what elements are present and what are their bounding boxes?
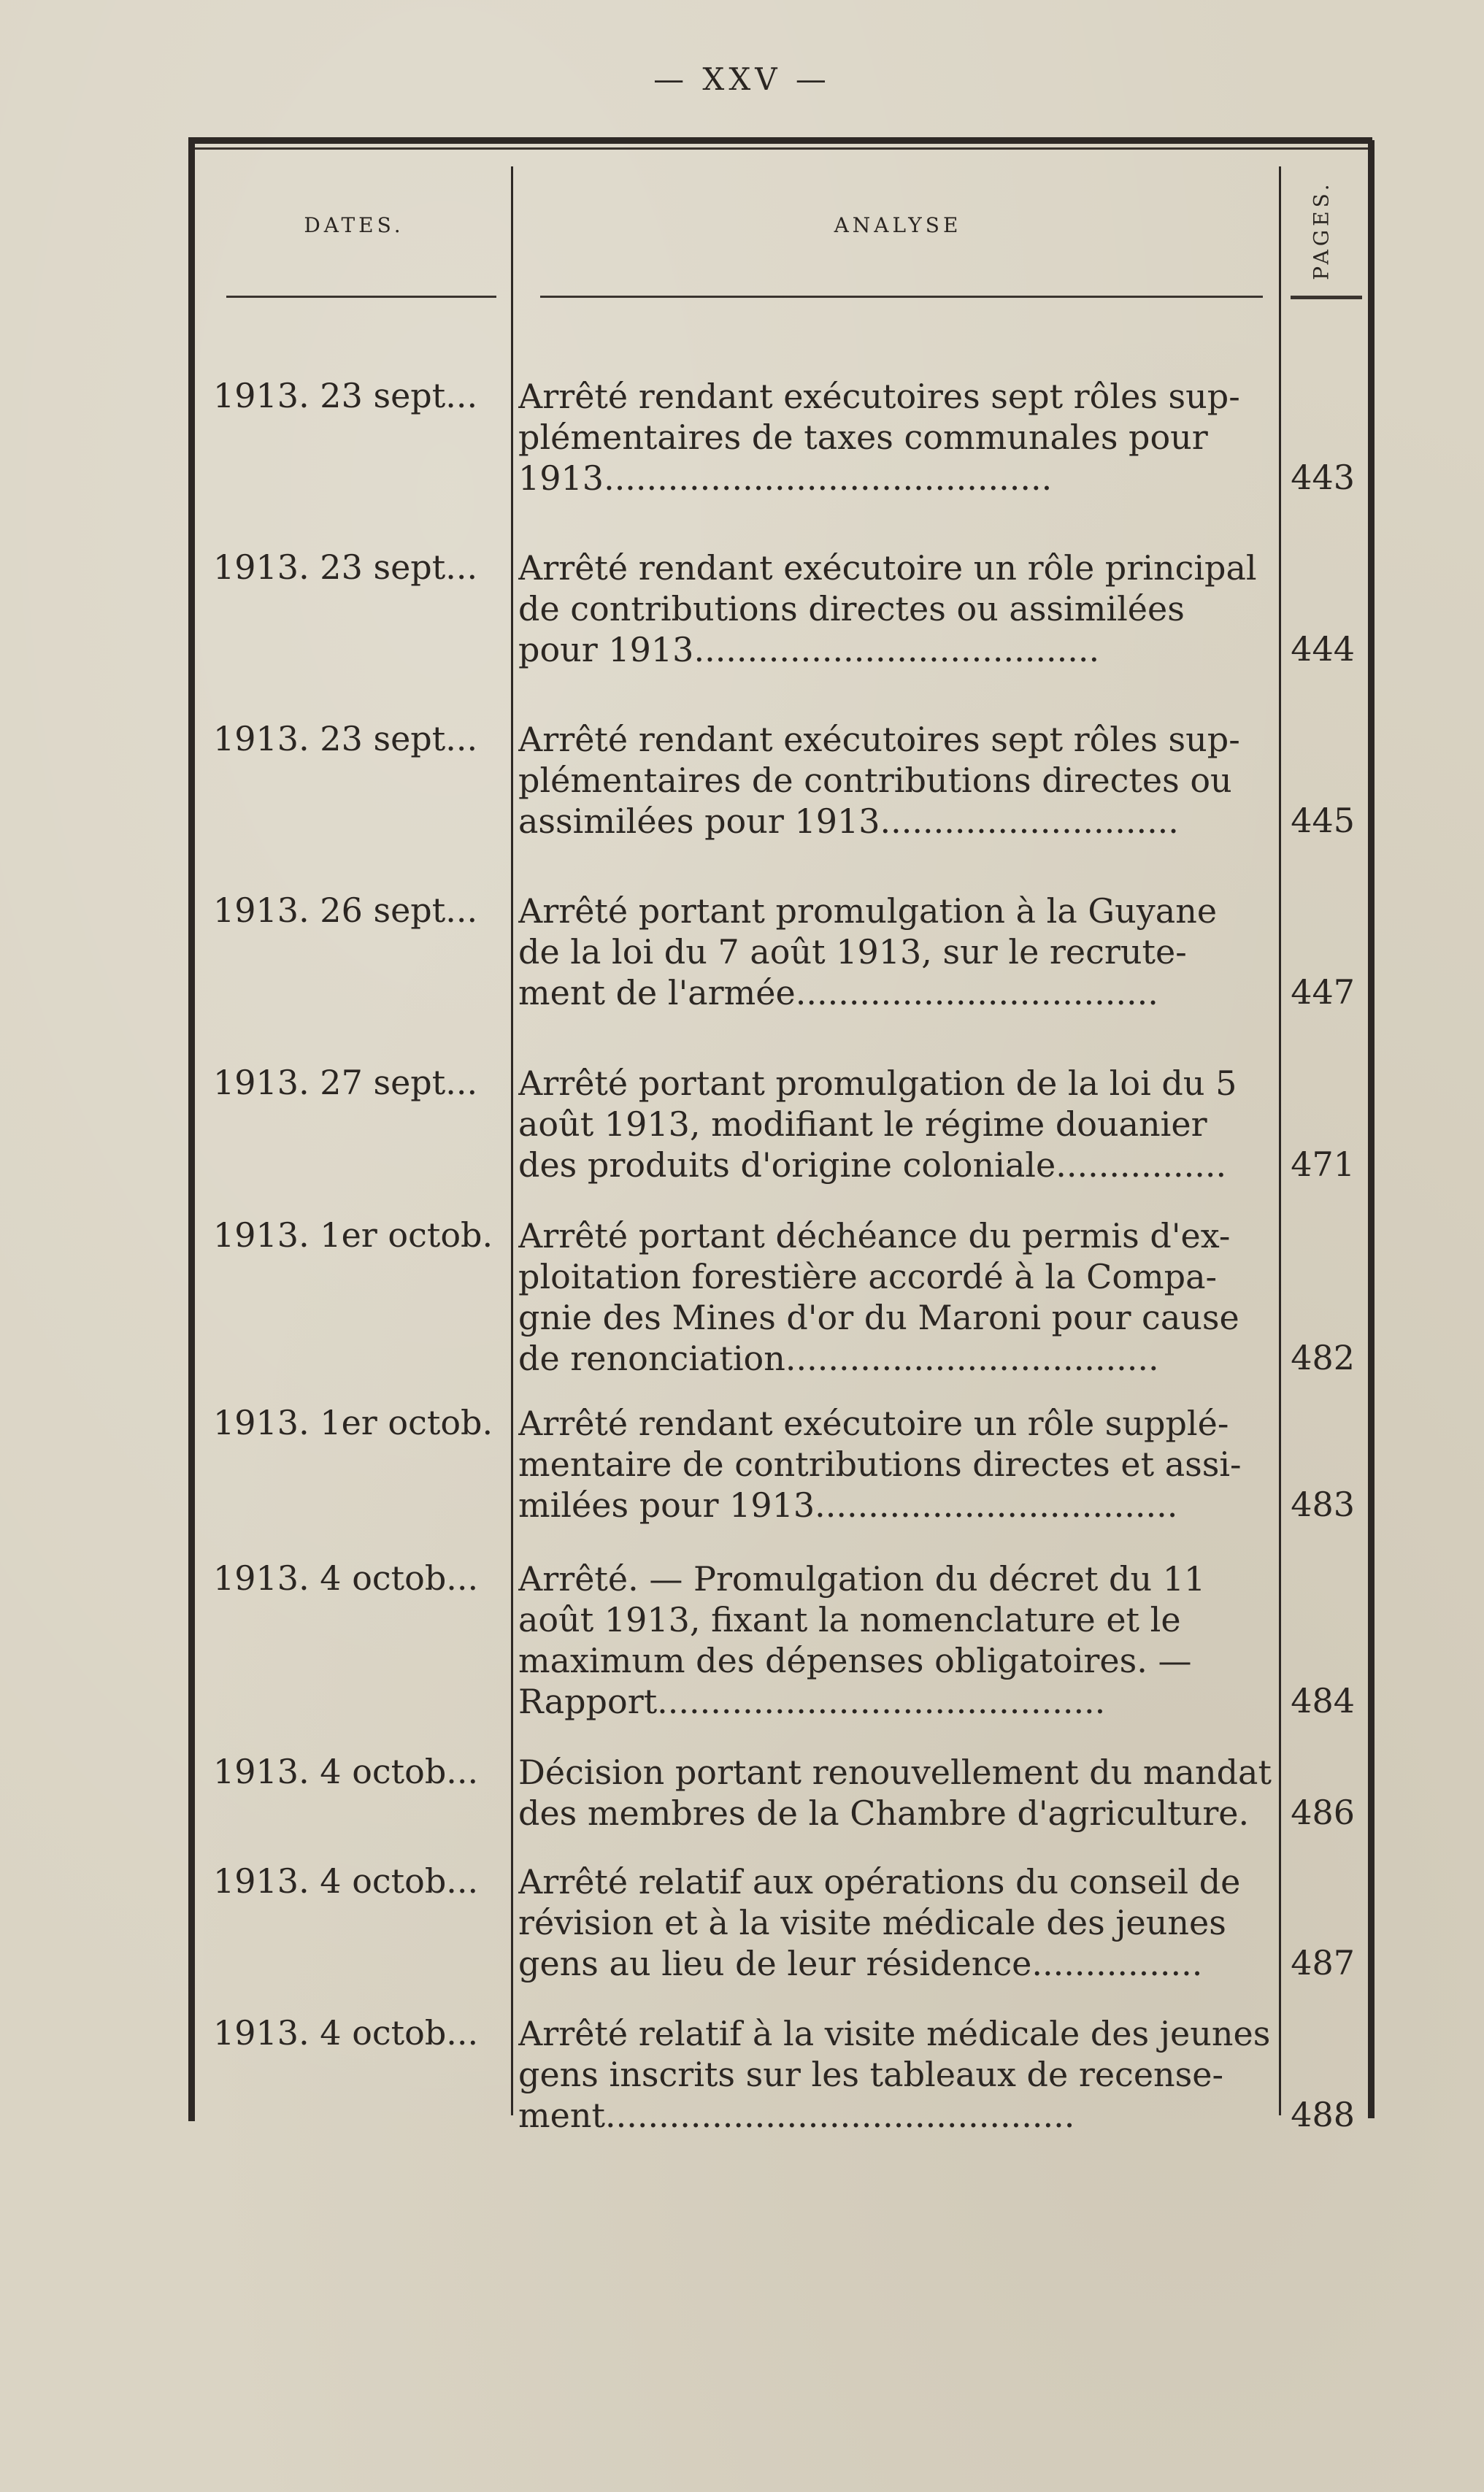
- entry-analysis-line: gens inscrits sur les tableaux de recense-: [518, 2055, 1224, 2094]
- entry-analysis-line: Arrêté rendant exécutoire un rôle principal: [518, 548, 1257, 588]
- entry-analysis-line: plémentaires de taxes communales pour: [518, 418, 1208, 457]
- entry-date: 1913. 4 octob...: [213, 1752, 479, 1791]
- column-header-analysis: ANALYSE: [834, 213, 962, 237]
- entry-analysis: [518, 891, 1273, 1013]
- entry-analysis-line: ploitation forestière accordé à la Compa-: [518, 1257, 1218, 1296]
- entry-page-number: 488: [1291, 2095, 1355, 2134]
- entry-analysis-line: Arrêté rendant exécutoire un rôle supplé-: [518, 1404, 1229, 1443]
- page-number: — XXV —: [653, 61, 831, 97]
- entry-page-number: 487: [1291, 1943, 1355, 1983]
- entry-analysis-line: de la loi du 7 août 1913, sur le recrute-: [518, 932, 1187, 972]
- column-header-pages-label: PAGES.: [1309, 180, 1334, 280]
- entry-date: 1913. 23 sept...: [213, 376, 478, 415]
- entry-analysis-line: ment de l'armée..................................: [518, 973, 1158, 1012]
- entry-analysis-line: Arrêté. — Promulgation du décret du 11: [518, 1559, 1206, 1599]
- column-divider-pages: [1279, 166, 1281, 2115]
- entry-date: 1913. 26 sept...: [213, 891, 478, 930]
- table-right-border: [1368, 140, 1375, 2118]
- entry-analysis-line: de renonciation...................................: [518, 1339, 1159, 1378]
- entry-analysis-line: plémentaires de contributions directes ou: [518, 761, 1232, 800]
- entry-analysis-line: Arrêté relatif à la visite médicale des jeunes: [518, 2014, 1271, 2053]
- entry-analysis-line: Arrêté rendant exécutoires sept rôles sup-: [518, 720, 1240, 759]
- entry-analysis-line: des membres de la Chambre d'agriculture.: [518, 1793, 1250, 1833]
- entry-analysis-line: Arrêté portant promulgation à la Guyane: [518, 891, 1218, 931]
- entry-page-number: 444: [1291, 629, 1355, 669]
- entry-analysis-line: mentaire de contributions directes et assi-: [518, 1445, 1242, 1484]
- entry-analysis-line: Arrêté portant déchéance du permis d'ex-: [518, 1216, 1231, 1255]
- entry-page-number: 447: [1291, 972, 1355, 1012]
- column-header-pages: [1285, 161, 1358, 299]
- entry-analysis-line: Décision portant renouvellement du mandat: [518, 1753, 1272, 1792]
- entry-analysis: [518, 1861, 1273, 1984]
- entry-analysis-line: Rapport..........................................: [518, 1682, 1106, 1721]
- table-top-rule-thin: [188, 147, 1372, 150]
- entry-analysis-line: ment............................................: [518, 2096, 1075, 2135]
- entry-analysis-line: Arrêté rendant exécutoires sept rôles sup-: [518, 377, 1240, 416]
- header-rule-dates: [226, 296, 496, 298]
- entry-analysis-line: août 1913, modifiant le régime douanier: [518, 1104, 1207, 1144]
- entry-analysis-line: août 1913, fixant la nomenclature et le: [518, 1600, 1181, 1639]
- entry-analysis-line: gnie des Mines d'or du Maroni pour cause: [518, 1298, 1239, 1337]
- entry-analysis: [518, 376, 1273, 499]
- header-rule-analysis: [540, 296, 1263, 298]
- entry-analysis-line: 1913..........................................: [518, 458, 1053, 498]
- entry-analysis: [518, 547, 1273, 670]
- entry-analysis-line: pour 1913......................................: [518, 630, 1100, 669]
- entry-analysis: [518, 1215, 1273, 1379]
- entry-analysis-line: assimilées pour 1913............................: [518, 801, 1179, 841]
- entry-page-number: 471: [1291, 1145, 1355, 1184]
- entry-page-number: 486: [1291, 1793, 1355, 1832]
- entry-analysis-line: gens au lieu de leur résidence................: [518, 1944, 1203, 1983]
- entry-page-number: 484: [1291, 1681, 1355, 1720]
- entry-analysis-line: révision et à la visite médicale des jeunes: [518, 1903, 1226, 1942]
- entry-date: 1913. 27 sept...: [213, 1063, 478, 1102]
- entry-analysis: [518, 1558, 1273, 1722]
- table-left-border: [188, 143, 195, 2121]
- entry-page-number: 483: [1291, 1485, 1355, 1524]
- entry-analysis-line: de contributions directes ou assimilées: [518, 589, 1185, 628]
- entry-date: 1913. 4 octob...: [213, 1861, 479, 1901]
- entry-date: 1913. 23 sept...: [213, 719, 478, 758]
- entry-page-number: 482: [1291, 1338, 1355, 1377]
- entry-analysis: [518, 1752, 1273, 1834]
- column-header-dates: DATES.: [304, 213, 404, 237]
- entry-page-number: 445: [1291, 801, 1355, 840]
- entry-page-number: 443: [1291, 458, 1355, 497]
- column-divider-dates: [511, 166, 513, 2115]
- table-top-rule: [188, 137, 1372, 144]
- entry-date: 1913. 4 octob...: [213, 2013, 479, 2053]
- entry-analysis-line: Arrêté relatif aux opérations du conseil de: [518, 1862, 1241, 1901]
- entry-date: 1913. 1er octob.: [213, 1215, 493, 1255]
- entry-date: 1913. 1er octob.: [213, 1403, 493, 1442]
- entry-date: 1913. 23 sept...: [213, 547, 478, 587]
- entry-analysis-line: des produits d'origine coloniale................: [518, 1145, 1227, 1185]
- entry-analysis: [518, 1403, 1273, 1526]
- entry-analysis-line: milées pour 1913..................................: [518, 1485, 1178, 1525]
- entry-analysis-line: Arrêté portant promulgation de la loi du 5: [518, 1064, 1237, 1103]
- entry-analysis: [518, 719, 1273, 842]
- entry-analysis: [518, 2013, 1273, 2136]
- entry-analysis: [518, 1063, 1273, 1185]
- entry-analysis-line: maximum des dépenses obligatoires. —: [518, 1641, 1192, 1680]
- entry-date: 1913. 4 octob...: [213, 1558, 479, 1598]
